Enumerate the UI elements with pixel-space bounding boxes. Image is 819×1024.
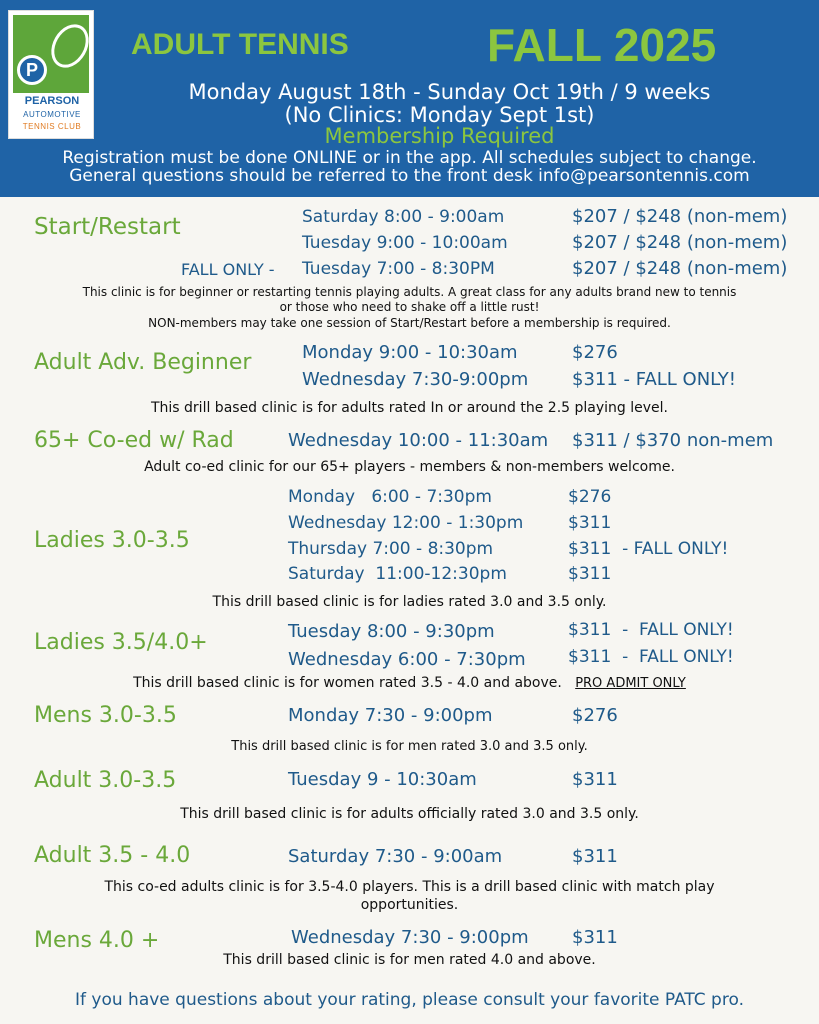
schedule-price: $276 xyxy=(568,487,612,507)
pro-admit-note: PRO ADMIT ONLY xyxy=(575,676,686,691)
program-name-mens-40: Mens 4.0 + xyxy=(34,928,160,953)
schedule-price: $276 xyxy=(572,342,618,363)
program-name-adv-beginner: Adult Adv. Beginner xyxy=(34,350,252,375)
schedule-time: Saturday 8:00 - 9:00am xyxy=(302,207,505,227)
program-description: This drill based clinic is for adults officially rated 3.0 and 3.5 only. xyxy=(180,806,639,822)
program-description-row xyxy=(0,675,819,691)
tennis-racket-icon xyxy=(44,18,96,75)
schedule-price: $311 - FALL ONLY! xyxy=(568,539,729,559)
schedule-price: $207 / $248 (non-mem) xyxy=(572,206,788,227)
schedule-time: Saturday 7:30 - 9:00am xyxy=(288,846,503,867)
fall-only-label: FALL ONLY - xyxy=(181,260,275,279)
logo-line2: AUTOMOTIVE xyxy=(23,110,81,119)
schedule-time: Wednesday 6:00 - 7:30pm xyxy=(288,649,526,670)
program-description: Adult co-ed clinic for our 65+ players - members & non-members welcome. xyxy=(144,459,675,475)
schedule-price: $207 / $248 (non-mem) xyxy=(572,232,788,253)
program-description: This drill based clinic is for women rated 3.5 - 4.0 and above. xyxy=(133,675,562,691)
schedule-price: $207 / $248 (non-mem) xyxy=(572,258,788,279)
program-description: NON-members may take one session of Start/Restart before a membership is required. xyxy=(148,316,671,330)
schedule-time: Monday 7:30 - 9:00pm xyxy=(288,705,493,726)
page-title: ADULT TENNIS xyxy=(131,28,349,61)
logo-name: PEARSON xyxy=(24,95,80,107)
no-clinics-note: (No Clinics: Monday Sept 1st) xyxy=(284,103,595,127)
program-description: This drill based clinic is for ladies rated 3.0 and 3.5 only. xyxy=(212,594,607,610)
schedule-price: $311 - FALL ONLY! xyxy=(568,647,734,667)
schedule-time: Tuesday 8:00 - 9:30pm xyxy=(288,621,495,642)
program-name-start-restart: Start/Restart xyxy=(34,214,181,240)
schedule-time: Saturday 11:00-12:30pm xyxy=(288,564,507,584)
header-banner xyxy=(0,0,819,197)
schedule-price: $311 - FALL ONLY! xyxy=(568,620,734,640)
logo-line3: TENNIS CLUB xyxy=(22,122,82,131)
membership-note: Membership Required xyxy=(324,124,555,148)
schedule-time: Monday 9:00 - 10:30am xyxy=(302,342,518,363)
schedule-price: $311 xyxy=(568,513,612,533)
program-description: or those who need to shake off a little rust! xyxy=(279,300,540,314)
logo-p-icon: P xyxy=(17,55,47,85)
program-name-65-coed: 65+ Co-ed w/ Rad xyxy=(34,428,234,453)
registration-note: Registration must be done ONLINE or in the app. All schedules subject to change. xyxy=(62,148,757,168)
session-dates: Monday August 18th - Sunday Oct 19th / 9 weeks xyxy=(188,80,711,104)
schedule-time: Wednesday 7:30-9:00pm xyxy=(302,369,529,390)
program-name-adult-30-35: Adult 3.0-3.5 xyxy=(34,768,177,793)
schedule-time: Wednesday 10:00 - 11:30am xyxy=(288,430,549,451)
footer-note: If you have questions about your rating, please consult your favorite PATC pro. xyxy=(75,990,744,1010)
schedule-price: $311 xyxy=(572,769,618,790)
program-description: This drill based clinic is for men rated 3.0 and 3.5 only. xyxy=(231,739,588,754)
schedule-time: Tuesday 7:00 - 8:30PM xyxy=(302,259,495,279)
season-title: FALL 2025 xyxy=(487,19,717,71)
schedule-time: Tuesday 9 - 10:30am xyxy=(288,769,477,790)
schedule-price: $311 / $370 non-mem xyxy=(572,430,774,451)
schedule-time: Wednesday 12:00 - 1:30pm xyxy=(288,513,524,533)
program-name-mens-30-35: Mens 3.0-3.5 xyxy=(34,703,177,728)
program-description: opportunities. xyxy=(360,897,459,913)
program-description: This drill based clinic is for men rated 4.0 and above. xyxy=(223,952,596,968)
schedule-price: $311 xyxy=(572,846,618,867)
schedule-time: Wednesday 7:30 - 9:00pm xyxy=(291,927,529,948)
program-description: This drill based clinic is for adults rated In or around the 2.5 playing level. xyxy=(150,400,668,416)
schedule-time: Tuesday 9:00 - 10:00am xyxy=(302,233,508,253)
program-description: This co-ed adults clinic is for 3.5-4.0 players. This is a drill based clinic with match play xyxy=(104,879,715,895)
schedule-time: Thursday 7:00 - 8:30pm xyxy=(288,539,494,559)
schedule-price: $276 xyxy=(572,705,618,726)
program-name-ladies-30-35: Ladies 3.0-3.5 xyxy=(34,528,190,553)
questions-note: General questions should be referred to the front desk info@pearsontennis.com xyxy=(69,166,750,186)
schedule-time: Monday 6:00 - 7:30pm xyxy=(288,487,492,507)
program-description: This clinic is for beginner or restarting tennis playing adults. A great class for any adults brand new to tennis xyxy=(82,285,737,299)
program-name-ladies-35-40: Ladies 3.5/4.0+ xyxy=(34,630,208,655)
program-name-adult-35-40: Adult 3.5 - 4.0 xyxy=(34,843,191,868)
schedule-price: $311 - FALL ONLY! xyxy=(572,369,737,390)
schedule-price: $311 xyxy=(572,927,618,948)
schedule-price: $311 xyxy=(568,564,612,584)
